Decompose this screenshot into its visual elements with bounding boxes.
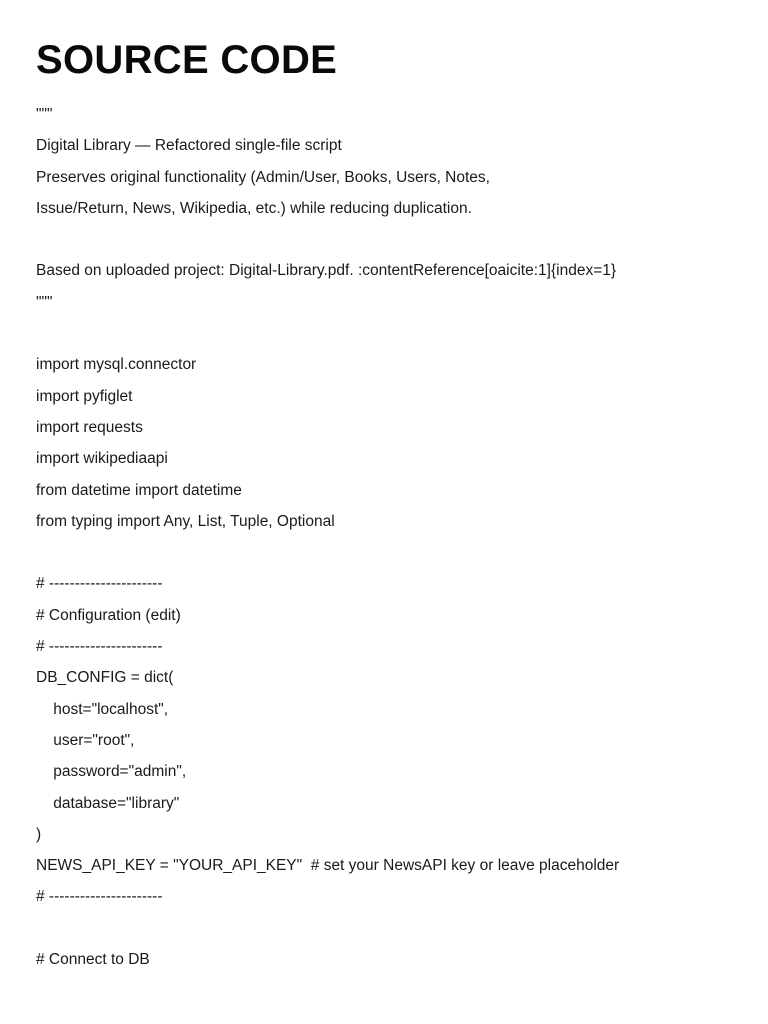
code-line: """	[36, 293, 53, 311]
code-line: import pyfiglet	[36, 387, 133, 405]
code-line: # ----------------------	[36, 638, 163, 656]
code-line	[36, 537, 732, 568]
code-line: password="admin",	[36, 763, 187, 781]
code-line: # Connect to DB	[36, 951, 150, 969]
code-line	[36, 224, 732, 255]
code-line	[36, 913, 732, 944]
code-line: # ----------------------	[36, 575, 163, 593]
code-line: NEWS_API_KEY = "YOUR_API_KEY" # set your NewsAPI key or leave placeholder	[36, 857, 620, 875]
code-line: Preserves original functionality (Admin/User, Books, Users, Notes,	[36, 168, 490, 186]
code-line: # Configuration (edit)	[36, 606, 181, 624]
code-line: Digital Library — Refactored single-file script	[36, 137, 342, 155]
code-line: import mysql.connector	[36, 356, 197, 374]
code-line: from datetime import datetime	[36, 481, 242, 499]
code-line: import wikipediaapi	[36, 450, 168, 468]
code-line: Based on uploaded project: Digital-Library.pdf. :contentReference[oaicite:1]{index=1}	[36, 262, 617, 280]
code-line	[36, 318, 732, 349]
code-line: user="root",	[36, 731, 135, 749]
code-line: DB_CONFIG = dict(	[36, 669, 174, 687]
code-line: # ----------------------	[36, 888, 163, 906]
page-title: SOURCE CODE	[36, 38, 338, 82]
code-line: Issue/Return, News, Wikipedia, etc.) while reducing duplication.	[36, 199, 472, 217]
code-line: from typing import Any, List, Tuple, Optional	[36, 512, 335, 530]
source-code-block	[36, 99, 732, 975]
code-line: import requests	[36, 418, 143, 436]
code-line: """	[36, 106, 53, 123]
code-line: )	[36, 825, 42, 843]
code-line: database="library"	[36, 794, 180, 812]
code-line: host="localhost",	[36, 700, 169, 718]
